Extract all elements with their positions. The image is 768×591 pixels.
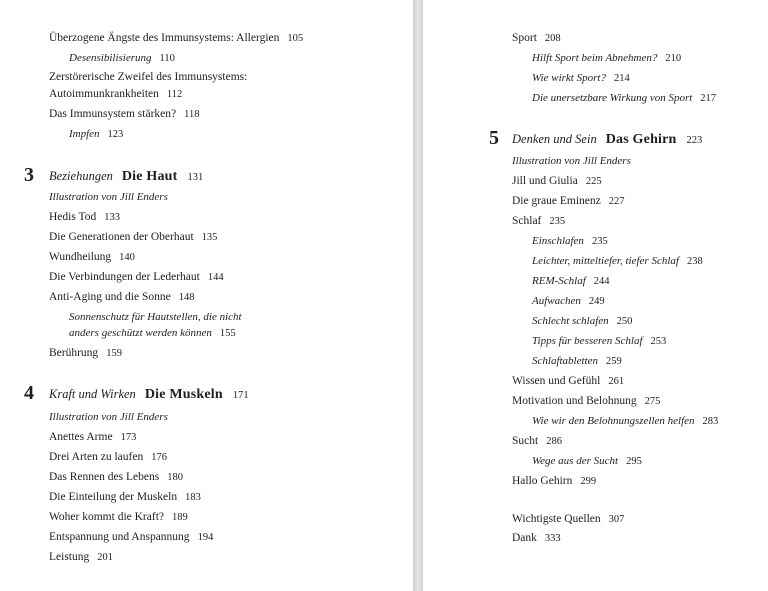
chapter-title: Beziehungen Die Haut 131 <box>49 169 204 184</box>
toc-subentry: Schlaftabletten 259 <box>532 355 622 367</box>
toc-entry: Sucht 286 <box>512 435 562 447</box>
chapter-title: Denken und Sein Das Gehirn 223 <box>512 132 703 147</box>
toc-entry: Drei Arten zu laufen 176 <box>49 451 167 463</box>
toc-entry: Wundheilung 140 <box>49 251 135 263</box>
toc-subentry: Die unersetzbare Wirkung von Sport 217 <box>532 92 717 104</box>
chapter-number: 4 <box>24 382 34 404</box>
toc-entry: Zerstörerische Zweifel des Immunsystems: <box>49 71 248 83</box>
toc-backmatter-entry: Wichtigste Quellen 307 <box>512 513 625 525</box>
chapter-title: Kraft und Wirken Die Muskeln 171 <box>49 387 249 402</box>
toc-subentry: Wege aus der Sucht 295 <box>532 455 642 467</box>
toc-entry: Hallo Gehirn 299 <box>512 475 597 487</box>
toc-illustration-credit: Illustration von Jill Enders <box>512 155 631 167</box>
toc-subentry: Einschlafen 235 <box>532 235 608 247</box>
toc-entry: Jill und Giulia 225 <box>512 175 602 187</box>
toc-subentry: Wie wirkt Sport? 214 <box>532 72 630 84</box>
toc-entry: Das Rennen des Lebens 180 <box>49 471 183 483</box>
toc-entry: Das Immunsystem stärken? 118 <box>49 108 200 120</box>
toc-entry: Die Verbindungen der Lederhaut 144 <box>49 271 224 283</box>
toc-subentry: Impfen 123 <box>69 128 124 140</box>
toc-entry: Leistung 201 <box>49 551 113 563</box>
toc-entry: Anti-Aging und die Sonne 148 <box>49 291 195 303</box>
toc-entry: Woher kommt die Kraft? 189 <box>49 511 188 523</box>
toc-subentry: Leichter, mitteltiefer, tiefer Schlaf 238 <box>532 255 703 267</box>
book-gutter <box>413 0 423 591</box>
toc-subentry: Sonnenschutz für Hautstellen, die nicht <box>69 311 242 323</box>
toc-entry: Entspannung und Anspannung 194 <box>49 531 214 543</box>
toc-entry: Motivation und Belohnung 275 <box>512 395 661 407</box>
right-page <box>423 0 768 591</box>
chapter-number: 3 <box>24 164 34 186</box>
toc-entry: Autoimmunkrankheiten 112 <box>49 88 183 100</box>
toc-subentry: Tipps für besseren Schlaf 253 <box>532 335 667 347</box>
chapter-number: 5 <box>489 127 499 149</box>
toc-subentry: Aufwachen 249 <box>532 295 605 307</box>
toc-subentry: anders geschützt werden können 155 <box>69 327 236 339</box>
toc-subentry: Desensibilisierung 110 <box>69 52 175 64</box>
toc-entry: Berührung 159 <box>49 347 122 359</box>
toc-entry: Schlaf 235 <box>512 215 566 227</box>
toc-subentry: Schlecht schlafen 250 <box>532 315 633 327</box>
toc-entry: Wissen und Gefühl 261 <box>512 375 625 387</box>
toc-entry: Überzogene Ängste des Immunsystems: Allergien 105 <box>49 32 304 44</box>
toc-subentry: Wie wir den Belohnungszellen helfen 283 <box>532 415 719 427</box>
toc-entry: Die Generationen der Oberhaut 135 <box>49 231 218 243</box>
toc-entry: Sport 208 <box>512 32 561 44</box>
toc-entry: Anettes Arme 173 <box>49 431 137 443</box>
toc-illustration-credit: Illustration von Jill Enders <box>49 411 168 423</box>
toc-backmatter-entry: Dank 333 <box>512 532 561 544</box>
toc-illustration-credit: Illustration von Jill Enders <box>49 191 168 203</box>
toc-entry: Die graue Eminenz 227 <box>512 195 625 207</box>
toc-subentry: REM-Schlaf 244 <box>532 275 610 287</box>
toc-entry: Die Einteilung der Muskeln 183 <box>49 491 201 503</box>
toc-subentry: Hilft Sport beim Abnehmen? 210 <box>532 52 682 64</box>
toc-entry: Hedis Tod 133 <box>49 211 120 223</box>
